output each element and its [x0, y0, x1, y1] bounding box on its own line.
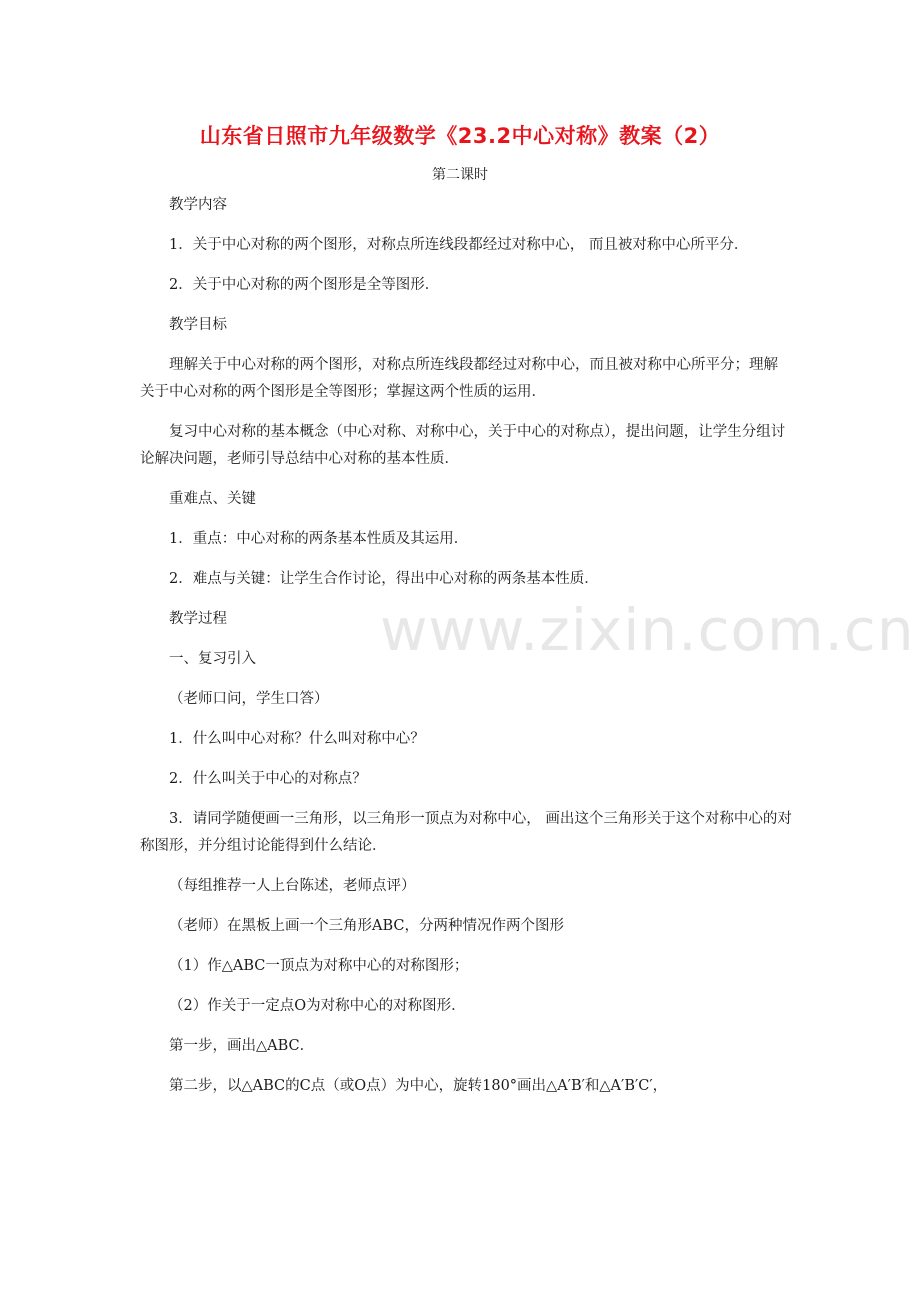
paragraph: 1．关于中心对称的两个图形，对称点所连线段都经过对称中心， 而且被对称中心所平分．: [169, 237, 749, 253]
paragraph: （1）作△ABC一顶点为对称中心的对称图形；: [169, 958, 469, 974]
document-body: [140, 192, 792, 1113]
paragraph: 理解关于中心对称的两个图形，对称点所连线段都经过对称中心，而且被对称中心所平分；理解关于中心对称的两个图形是全等图形；掌握这两个性质的运用．: [140, 357, 778, 400]
section-heading: 重难点、关键: [169, 491, 256, 507]
section-heading: 教学内容: [169, 197, 227, 213]
paragraph: 第二步，以△ABC的C点（或O点）为中心，旋转180°画出△A′B′和△A′B′C′，: [169, 1078, 668, 1094]
paragraph: 第一步，画出△ABC．: [169, 1038, 315, 1054]
document-subtitle: 第二课时: [432, 167, 488, 183]
paragraph: （老师）在黑板上画一个三角形ABC，分两种情况作两个图形: [169, 918, 564, 934]
paragraph: 1．什么叫中心对称？什么叫对称中心？: [169, 731, 425, 747]
paragraph: 2．关于中心对称的两个图形是全等图形．: [169, 277, 440, 293]
section-heading: 教学过程: [169, 611, 227, 627]
watermark: www.zixin.com.cn: [380, 596, 915, 664]
paragraph: 复习中心对称的基本概念（中心对称、对称中心，关于中心的对称点），提出问题，让学生分组讨论解决问题，老师引导总结中心对称的基本性质．: [140, 424, 786, 467]
paragraph: 2．难点与关键：让学生合作讨论，得出中心对称的两条基本性质．: [169, 571, 599, 587]
section-heading: 一、复习引入: [169, 651, 256, 667]
paragraph: 3．请同学随便画一三角形，以三角形一顶点为对称中心， 画出这个三角形关于这个对称中心的对称图形，并分组讨论能得到什么结论．: [140, 811, 792, 854]
paragraph: （每组推荐一人上台陈述，老师点评）: [169, 878, 416, 894]
section-heading: 教学目标: [169, 317, 227, 333]
paragraph: （老师口问，学生口答）: [169, 691, 329, 707]
document-title: 山东省日照市九年级数学《23.2中心对称》教案（2）: [199, 124, 721, 148]
paragraph: （2）作关于一定点O为对称中心的对称图形．: [169, 998, 466, 1014]
paragraph: 1．重点：中心对称的两条基本性质及其运用．: [169, 531, 469, 547]
paragraph: 2．什么叫关于中心的对称点？: [169, 771, 367, 787]
